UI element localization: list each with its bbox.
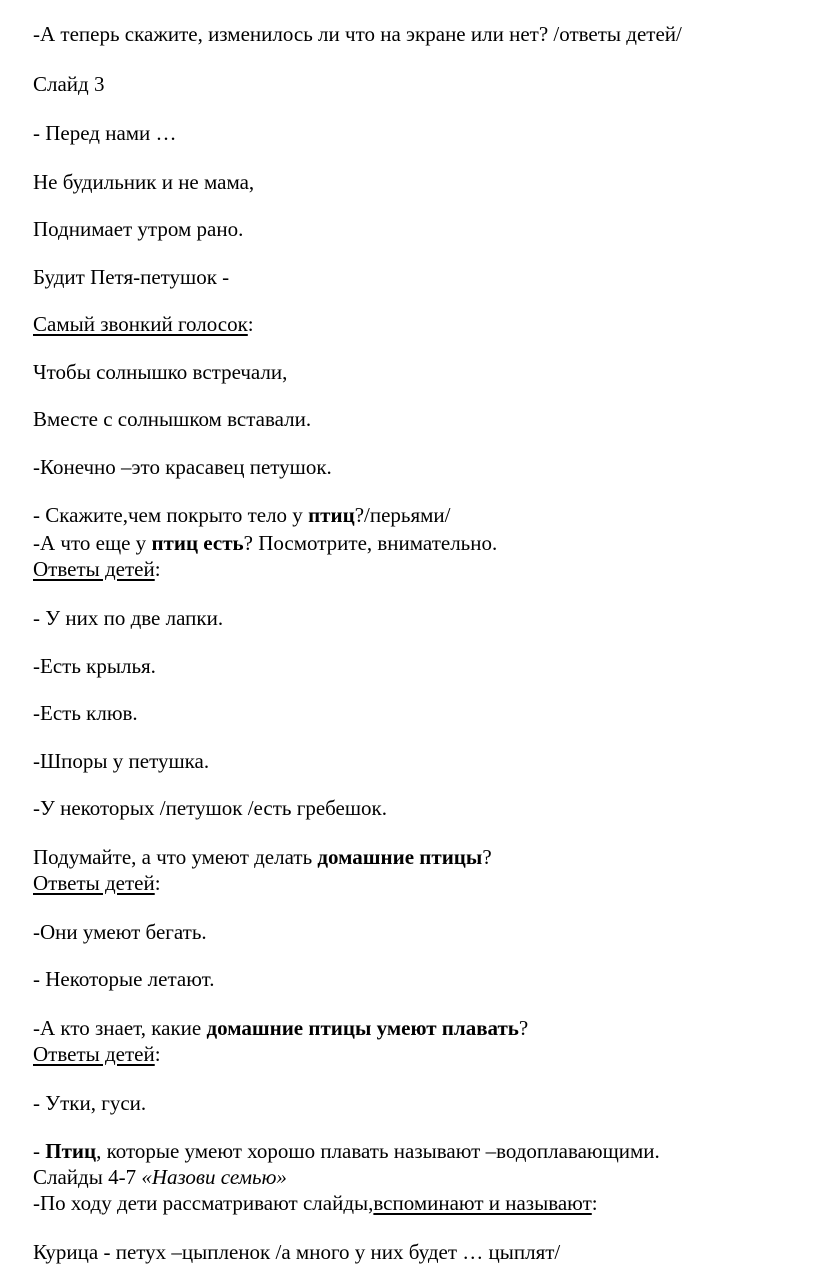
poem-line xyxy=(33,312,254,336)
poem-line: Не будильник и не мама, xyxy=(33,170,255,194)
underlined-text: Ответы детей xyxy=(33,1042,155,1066)
underlined-text: вспоминают и называют xyxy=(373,1191,592,1215)
answer-line: -Шпоры у петушка. xyxy=(33,749,210,773)
paragraph xyxy=(33,503,451,527)
text: Подумайте, а что умеют делать xyxy=(33,845,318,869)
paragraph xyxy=(33,1016,528,1040)
poem-line: Вместе с солнышком вставали. xyxy=(33,407,312,431)
underlined-text: Самый звонкий голосок xyxy=(33,312,248,336)
slide-heading xyxy=(33,1165,287,1189)
paragraph xyxy=(33,531,497,555)
italic-text: «Назови семью» xyxy=(141,1165,287,1189)
bold-text: домашние птицы умеют плавать xyxy=(206,1016,519,1040)
bold-text: птиц xyxy=(308,503,355,527)
paragraph xyxy=(33,845,492,869)
paragraph: -А теперь скажите, изменилось ли что на экране или нет? /ответы детей/ xyxy=(33,22,682,46)
punctuation: : xyxy=(154,1042,161,1066)
text: - Скажите,чем покрыто тело у xyxy=(33,503,309,527)
answers-label-line xyxy=(33,871,161,895)
text: ? xyxy=(518,1016,529,1040)
underlined-text: Ответы детей xyxy=(33,557,155,581)
paragraph: -Конечно –это красавец петушок. xyxy=(33,455,332,479)
paragraph: - Перед нами … xyxy=(33,121,177,145)
punctuation: : xyxy=(591,1191,598,1215)
paragraph: Курица - петух –цыпленок /а много у них будет … цыплят/ xyxy=(33,1240,561,1264)
text: - xyxy=(33,1139,46,1163)
underlined-text: Ответы детей xyxy=(33,871,155,895)
paragraph xyxy=(33,1139,660,1163)
text: -По ходу дети рассматривают слайды, xyxy=(33,1191,374,1215)
answer-line: - Некоторые летают. xyxy=(33,967,215,991)
answer-line: -Есть клюв. xyxy=(33,701,138,725)
text: ?/перьями/ xyxy=(354,503,451,527)
answers-label-line xyxy=(33,557,161,581)
poem-line: Будит Петя-петушок - xyxy=(33,265,230,289)
poem-line: Поднимает утром рано. xyxy=(33,217,244,241)
answers-label-line xyxy=(33,1042,161,1066)
poem-line: Чтобы солнышко встречали, xyxy=(33,360,288,384)
answer-line: -Они умеют бегать. xyxy=(33,920,207,944)
slide-heading: Слайд 3 xyxy=(33,72,105,96)
punctuation: : xyxy=(247,312,254,336)
bold-text: птиц есть xyxy=(151,531,244,555)
paragraph xyxy=(33,1191,598,1215)
punctuation: : xyxy=(154,557,161,581)
answer-line: -У некоторых /петушок /есть гребешок. xyxy=(33,796,387,820)
answer-line: -Есть крылья. xyxy=(33,654,156,678)
bold-text: домашние птицы xyxy=(317,845,483,869)
text: ? xyxy=(482,845,492,869)
punctuation: : xyxy=(154,871,161,895)
text: , которые умеют хорошо плавать называют –водоплавающими. xyxy=(96,1139,660,1163)
answer-line: - Утки, гуси. xyxy=(33,1091,147,1115)
text: Слайды 4-7 xyxy=(33,1165,142,1189)
text: ? Посмотрите, внимательно. xyxy=(243,531,498,555)
text: -А что еще у xyxy=(33,531,152,555)
answer-line: - У них по две лапки. xyxy=(33,606,224,630)
bold-text: Птиц xyxy=(45,1139,97,1163)
text: -А кто знает, какие xyxy=(33,1016,207,1040)
